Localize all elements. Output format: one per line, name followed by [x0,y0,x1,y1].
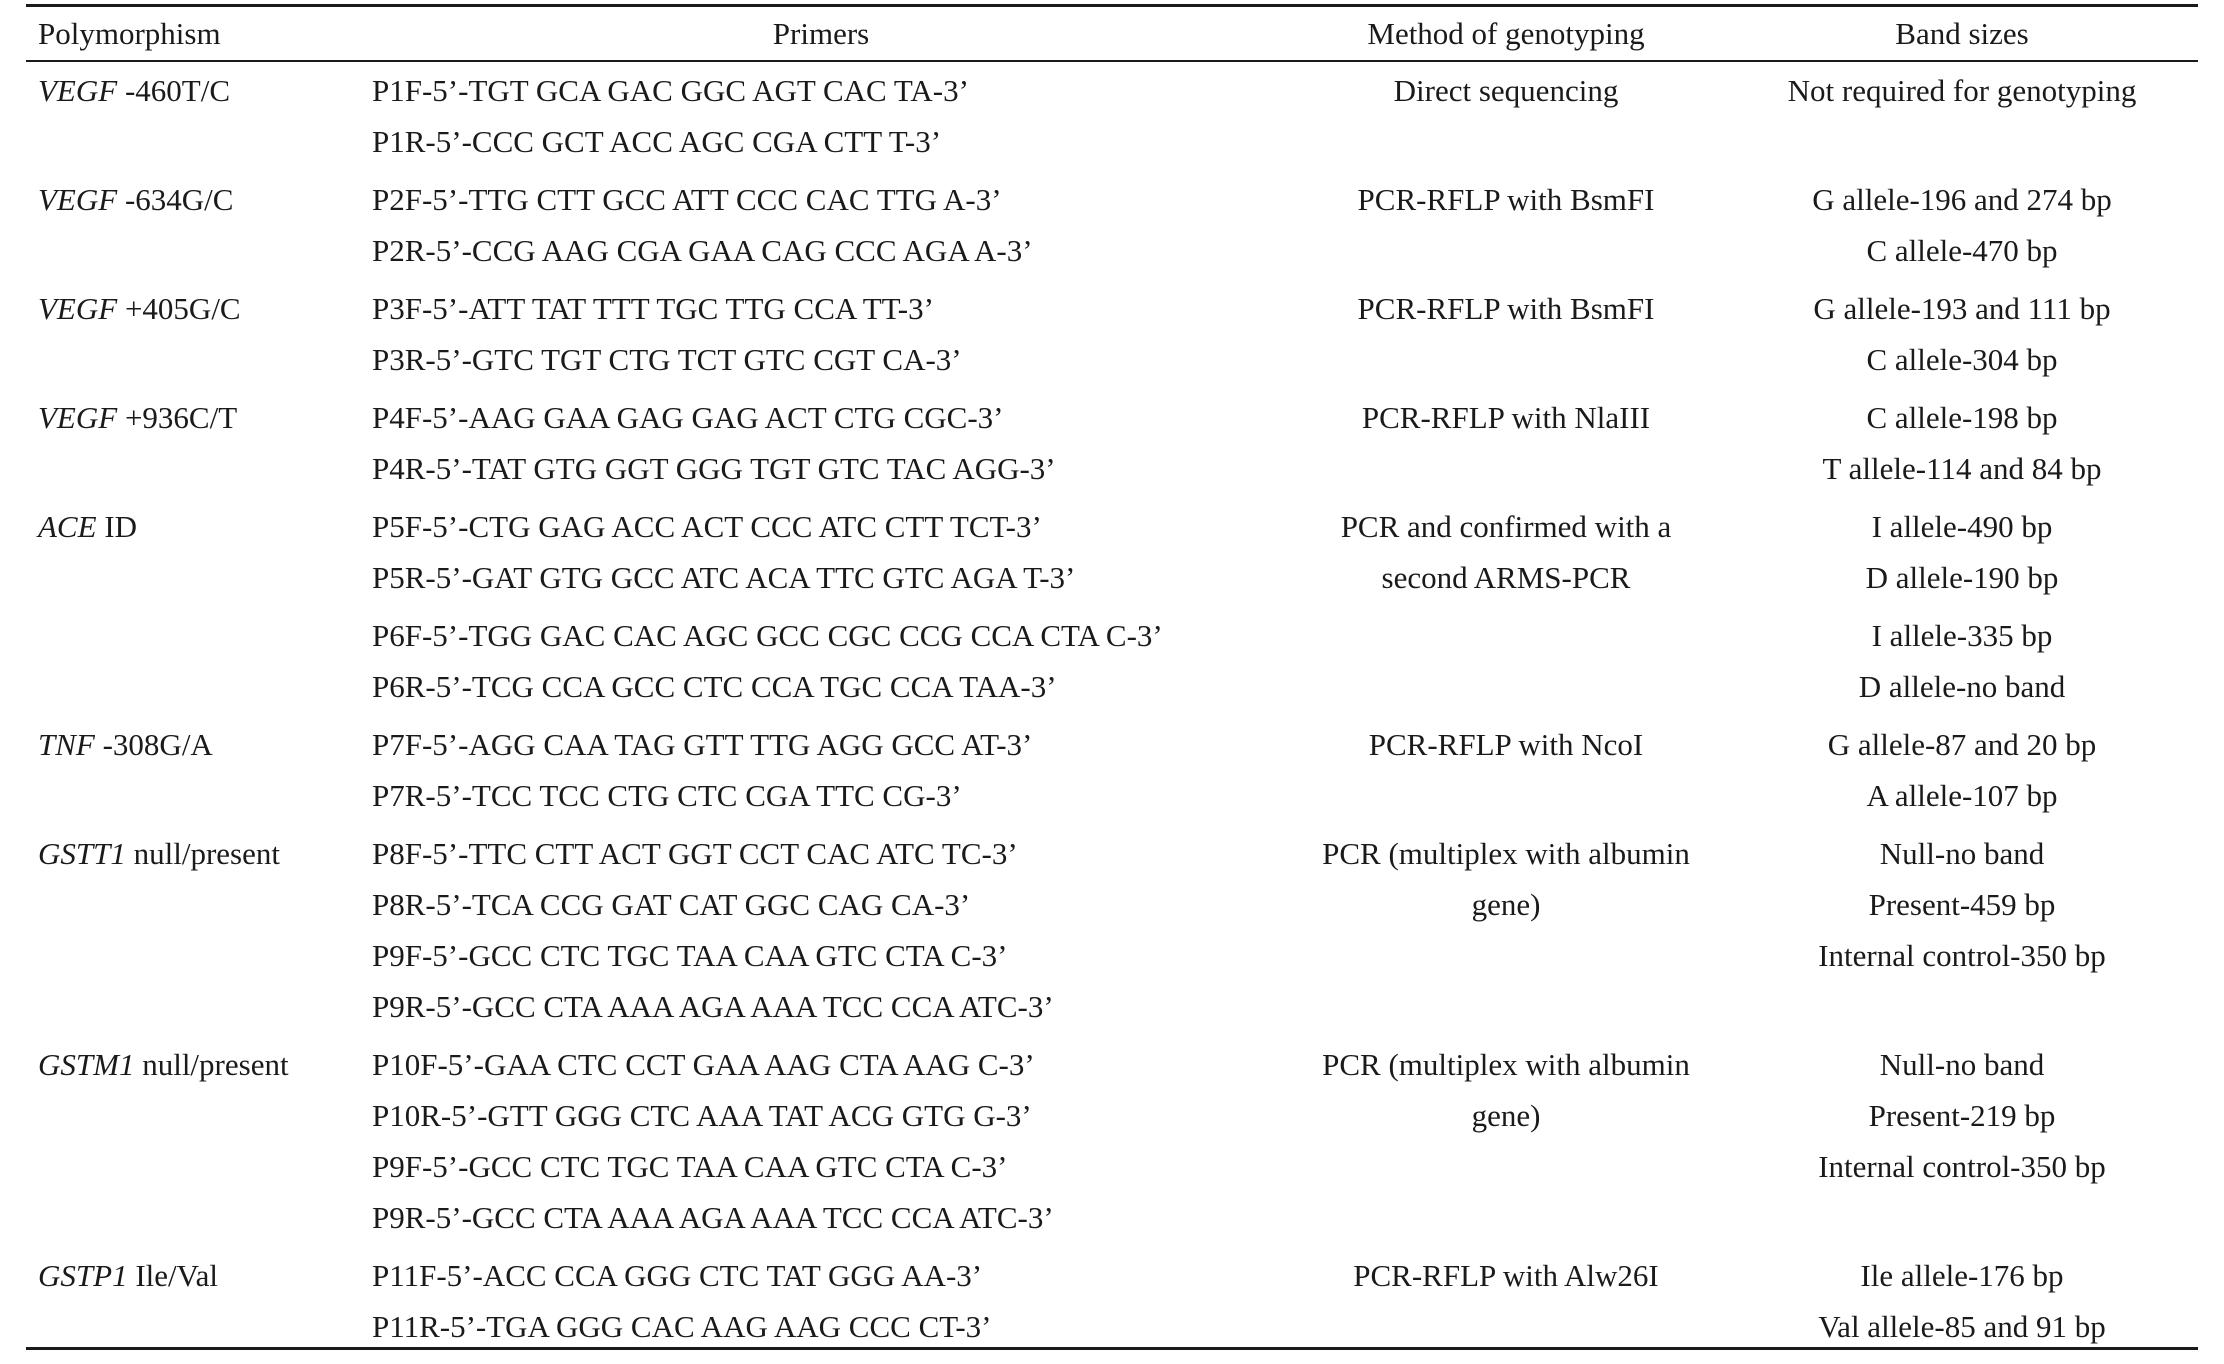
table-row-line [26,339,2198,390]
primer-cell: P8R-5’-TCA CCG GAT CAT GGC CAG CA-3’ [372,887,971,922]
table-row [26,724,2198,826]
table-row [26,397,2198,499]
method-cell: PCR-RFLP with BsmFI [1357,291,1655,326]
gene-name: ACE [38,509,97,544]
polymorphism-cell [38,288,241,330]
table-row-line [26,70,2198,121]
variant-name: null/present [125,836,280,871]
table-row-line [26,121,2198,172]
method-cell: PCR (multiplex with albumin [1322,1047,1690,1082]
table-row-line [26,179,2198,230]
variant-name: null/present [134,1047,289,1082]
table-row-line [26,935,2198,986]
primer-cell: P11F-5’-ACC CCA GGG CTC TAT GGG AA-3’ [372,1258,983,1293]
polymorphism-cell [38,397,237,439]
header-band-sizes: Band sizes [1895,16,2029,51]
primer-cell: P9F-5’-GCC CTC TGC TAA CAA GTC CTA C-3’ [372,1149,1008,1184]
table-row-line [26,615,2198,666]
table-row-line [26,1255,2198,1306]
primer-cell: P6R-5’-TCG CCA GCC CTC CCA TGC CCA TAA-3’ [372,669,1057,704]
primer-cell: P10R-5’-GTT GGG CTC AAA TAT ACG GTG G-3’ [372,1098,1032,1133]
primer-cell: P1F-5’-TGT GCA GAC GGC AGT CAC TA-3’ [372,73,969,108]
gene-name: GSTP1 [38,1258,128,1293]
primer-cell: P2F-5’-TTG CTT GCC ATT CCC CAC TTG A-3’ [372,182,1002,217]
header-polymorphism: Polymorphism [38,16,221,51]
primer-cell: P7R-5’-TCC TCC CTG CTC CGA TTC CG-3’ [372,778,962,813]
primer-cell: P10F-5’-GAA CTC CCT GAA AAG CTA AAG C-3’ [372,1047,1035,1082]
table-row-line [26,1095,2198,1146]
band-size-cell: Present-459 bp [1868,887,2056,922]
band-size-cell: D allele-no band [1858,669,2066,704]
polymorphism-cell [38,179,233,221]
gene-name: VEGF [38,291,118,326]
table-row-line [26,288,2198,339]
primer-cell: P8F-5’-TTC CTT ACT GGT CCT CAC ATC TC-3’ [372,836,1018,871]
table-row-line [26,724,2198,775]
primer-cell: P9R-5’-GCC CTA AAA AGA AAA TCC CCA ATC-3’ [372,1200,1054,1235]
variant-name: -308G/A [94,727,213,762]
table-row [26,288,2198,390]
table-row-line [26,397,2198,448]
band-size-cell: C allele-198 bp [1866,400,2058,435]
polymorphism-cell [38,506,137,548]
method-cell: PCR-RFLP with BsmFI [1357,182,1655,217]
band-size-cell: Internal control-350 bp [1818,938,2106,973]
band-size-cell: Present-219 bp [1868,1098,2056,1133]
method-cell: PCR-RFLP with NlaIII [1361,400,1651,435]
variant-name: +405G/C [117,291,241,326]
method-cell: second ARMS-PCR [1381,560,1631,595]
table-row [26,506,2198,717]
table-top-rule [26,4,2198,7]
primer-cell: P7F-5’-AGG CAA TAG GTT TTG AGG GCC AT-3’ [372,727,1033,762]
polymorphism-cell [38,833,280,875]
table-row-line [26,884,2198,935]
table-row [26,70,2198,172]
band-size-cell: G allele-87 and 20 bp [1827,727,2097,762]
polymorphism-cell [38,1044,289,1086]
primer-cell: P3F-5’-ATT TAT TTT TGC TTG CCA TT-3’ [372,291,934,326]
table-row [26,1044,2198,1248]
table-row-line [26,666,2198,717]
band-size-cell: C allele-470 bp [1866,233,2058,268]
polymorphism-cell [38,70,230,112]
gene-name: VEGF [38,400,118,435]
band-size-cell: D allele-190 bp [1865,560,2059,595]
method-cell: PCR (multiplex with albumin [1322,836,1690,871]
gene-name: VEGF [38,73,118,108]
band-size-cell: A allele-107 bp [1866,778,2058,813]
table-row-line [26,506,2198,557]
table-body [26,70,2198,1364]
band-size-cell: Null-no band [1879,1047,2045,1082]
table-row-line [26,230,2198,281]
band-size-cell: I allele-335 bp [1871,618,2053,653]
primer-cell: P5F-5’-CTG GAG ACC ACT CCC ATC CTT TCT-3’ [372,509,1042,544]
primer-cell: P4R-5’-TAT GTG GGT GGG TGT GTC TAC AGG-3’ [372,451,1056,486]
table-row [26,179,2198,281]
table-row [26,833,2198,1037]
band-size-cell: G allele-193 and 111 bp [1813,291,2111,326]
method-cell: PCR-RFLP with Alw26I [1353,1258,1659,1293]
table-row-line [26,557,2198,608]
primer-cell: P6F-5’-TGG GAC CAC AGC GCC CGC CCG CCA CTA C-3’ [372,618,1163,653]
band-size-cell: G allele-196 and 274 bp [1812,182,2112,217]
primer-cell: P5R-5’-GAT GTG GCC ATC ACA TTC GTC AGA T-3’ [372,560,1076,595]
table-row-line [26,775,2198,826]
table-header [26,14,2198,54]
table-row-line [26,1044,2198,1095]
primer-cell: P9F-5’-GCC CTC TGC TAA CAA GTC CTA C-3’ [372,938,1008,973]
variant-name: -634G/C [117,182,234,217]
table-header-rule [26,60,2198,62]
primer-cell: P3R-5’-GTC TGT CTG TCT GTC CGT CA-3’ [372,342,962,377]
band-size-cell: I allele-490 bp [1871,509,2053,544]
primer-cell: P9R-5’-GCC CTA AAA AGA AAA TCC CCA ATC-3’ [372,989,1054,1024]
table-row-line [26,1197,2198,1248]
variant-name: +936C/T [117,400,238,435]
band-size-cell: Ile allele-176 bp [1860,1258,2064,1293]
variant-name: -460T/C [117,73,231,108]
table-row [26,1255,2198,1357]
table-row-line [26,833,2198,884]
primer-cell: P11R-5’-TGA GGG CAC AAG AAG CCC CT-3’ [372,1309,992,1344]
band-size-cell: Null-no band [1879,836,2045,871]
method-cell: Direct sequencing [1393,73,1619,108]
band-size-cell: T allele-114 and 84 bp [1822,451,2102,486]
table-row-line [26,448,2198,499]
table-row-line [26,986,2198,1037]
band-size-cell: Not required for genotyping [1787,73,2137,108]
table-bottom-rule [26,1347,2198,1350]
gene-name: GSTT1 [38,836,126,871]
method-cell: PCR and confirmed with a [1340,509,1672,544]
band-size-cell: Val allele-85 and 91 bp [1818,1309,2106,1344]
method-cell: PCR-RFLP with NcoI [1368,727,1644,762]
polymorphism-cell [38,1255,218,1297]
gene-name: GSTM1 [38,1047,135,1082]
primer-cell: P2R-5’-CCG AAG CGA GAA CAG CCC AGA A-3’ [372,233,1033,268]
gene-name: VEGF [38,182,118,217]
band-size-cell: C allele-304 bp [1866,342,2058,377]
variant-name: ID [96,509,138,544]
gene-name: TNF [38,727,95,762]
polymorphism-cell [38,724,213,766]
header-method: Method of genotyping [1367,16,1645,51]
primer-cell: P4F-5’-AAG GAA GAG GAG ACT CTG CGC-3’ [372,400,1004,435]
band-size-cell: Internal control-350 bp [1818,1149,2106,1184]
header-primers: Primers [772,16,870,51]
method-cell: gene) [1471,887,1541,922]
variant-name: Ile/Val [127,1258,218,1293]
primer-cell: P1R-5’-CCC GCT ACC AGC CGA CTT T-3’ [372,124,942,159]
method-cell: gene) [1471,1098,1541,1133]
table-row-line [26,1146,2198,1197]
